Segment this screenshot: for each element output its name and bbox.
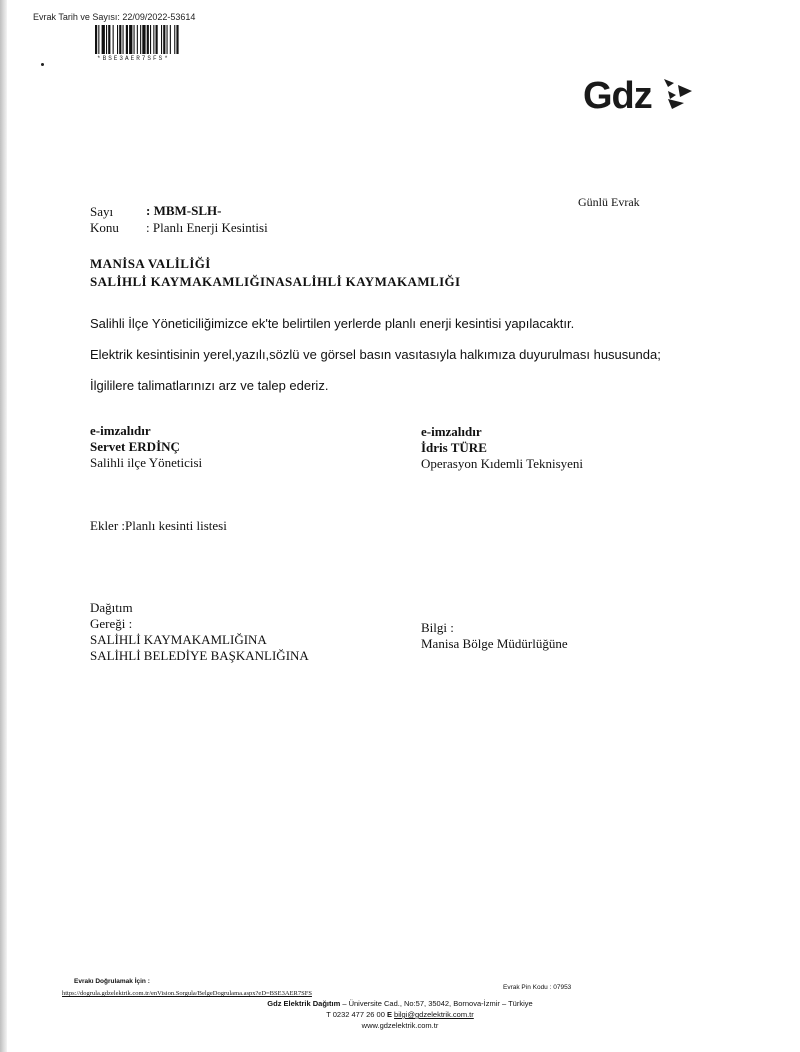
signer-name: İdris TÜRE: [421, 440, 487, 455]
stray-mark: [41, 63, 44, 66]
info-label: Bilgi :: [421, 620, 454, 635]
email-link[interactable]: bilgi@gdzelektrik.com.tr: [394, 1010, 474, 1019]
email-prefix: E: [386, 1010, 395, 1019]
recipient-line-1: MANİSA VALİLİĞİ: [90, 256, 211, 271]
logo-text: Gdz: [583, 75, 652, 117]
subject-value: : Planlı Enerji Kesintisi: [146, 220, 268, 235]
body-paragraph: Elektrik kesintisinin yerel,yazılı,sözlü ve görsel basın vasıtasıyla halkımıza duyurulması hususunda;: [90, 347, 661, 362]
esign-status: e-imzalıdır: [90, 423, 151, 438]
verify-label: Evrakı Doğrulamak İçin :: [74, 978, 150, 985]
distribution-heading: Dağıtım: [90, 600, 133, 615]
recipient-line-2: SALİHLİ KAYMAKAMLIĞINASALİHLİ KAYMAKAMLIĞI: [90, 274, 461, 289]
subject-label: Konu: [90, 220, 119, 235]
verify-link[interactable]: https://dogrula.gdzelektrik.com.tr/enVision.Sorgula/BelgeDogrulama.aspx?eD=BSE3AER7SFS: [62, 990, 312, 997]
signature-block-2: [421, 424, 583, 472]
barcode-code: *BSE3AER7SFS*: [97, 55, 170, 62]
logo-arrow-icon: [662, 77, 696, 111]
gdz-logo: [583, 75, 652, 118]
company-name: Gdz Elektrik Dağıtım: [267, 999, 341, 1008]
action-recipient: SALİHLİ BELEDİYE BAŞKANLIĞINA: [90, 648, 309, 663]
esign-status: e-imzalıdır: [421, 424, 482, 439]
info-recipient: Manisa Bölge Müdürlüğüne: [421, 636, 568, 651]
number-value: : MBM-SLH-: [146, 203, 222, 218]
footer-address: [0, 999, 800, 1008]
signer-name: Servet ERDİNÇ: [90, 439, 180, 454]
info-block: [421, 620, 568, 652]
attachments-line: Ekler :Planlı kesinti listesi: [90, 518, 227, 533]
signer-title: Operasyon Kıdemli Teknisyeni: [421, 456, 584, 471]
action-recipient: SALİHLİ KAYMAKAMLIĞINA: [90, 632, 267, 647]
address-text: – Üniversite Cad., No:57, 35042, Bornova-İzmir – Türkiye: [340, 999, 533, 1008]
action-label: Gereği :: [90, 616, 133, 631]
number-label: Sayı: [90, 204, 114, 219]
signer-title: Salihli ilçe Yöneticisi: [90, 455, 203, 470]
signature-block-1: [90, 423, 202, 471]
body-paragraph: İlgililere talimatlarınızı arz ve talep ederiz.: [90, 378, 329, 393]
urgency-label: Günlü Evrak: [578, 195, 640, 209]
website-link[interactable]: www.gdzelektrik.com.tr: [361, 1021, 439, 1030]
page-edge: [0, 0, 7, 1052]
document-pin: Evrak Pin Kodu : 07953: [503, 984, 572, 991]
footer-contact: [0, 1010, 800, 1019]
distribution-block: [90, 600, 309, 664]
phone-text: T 0232 477 26 00: [326, 1010, 387, 1019]
document-date-number: Evrak Tarih ve Sayısı: 22/09/2022-53614: [33, 12, 196, 22]
barcode: [95, 25, 219, 54]
body-paragraph: Salihli İlçe Yöneticiliğimizce ek'te belirtilen yerlerde planlı enerji kesintisi yapılacaktır.: [90, 316, 575, 331]
